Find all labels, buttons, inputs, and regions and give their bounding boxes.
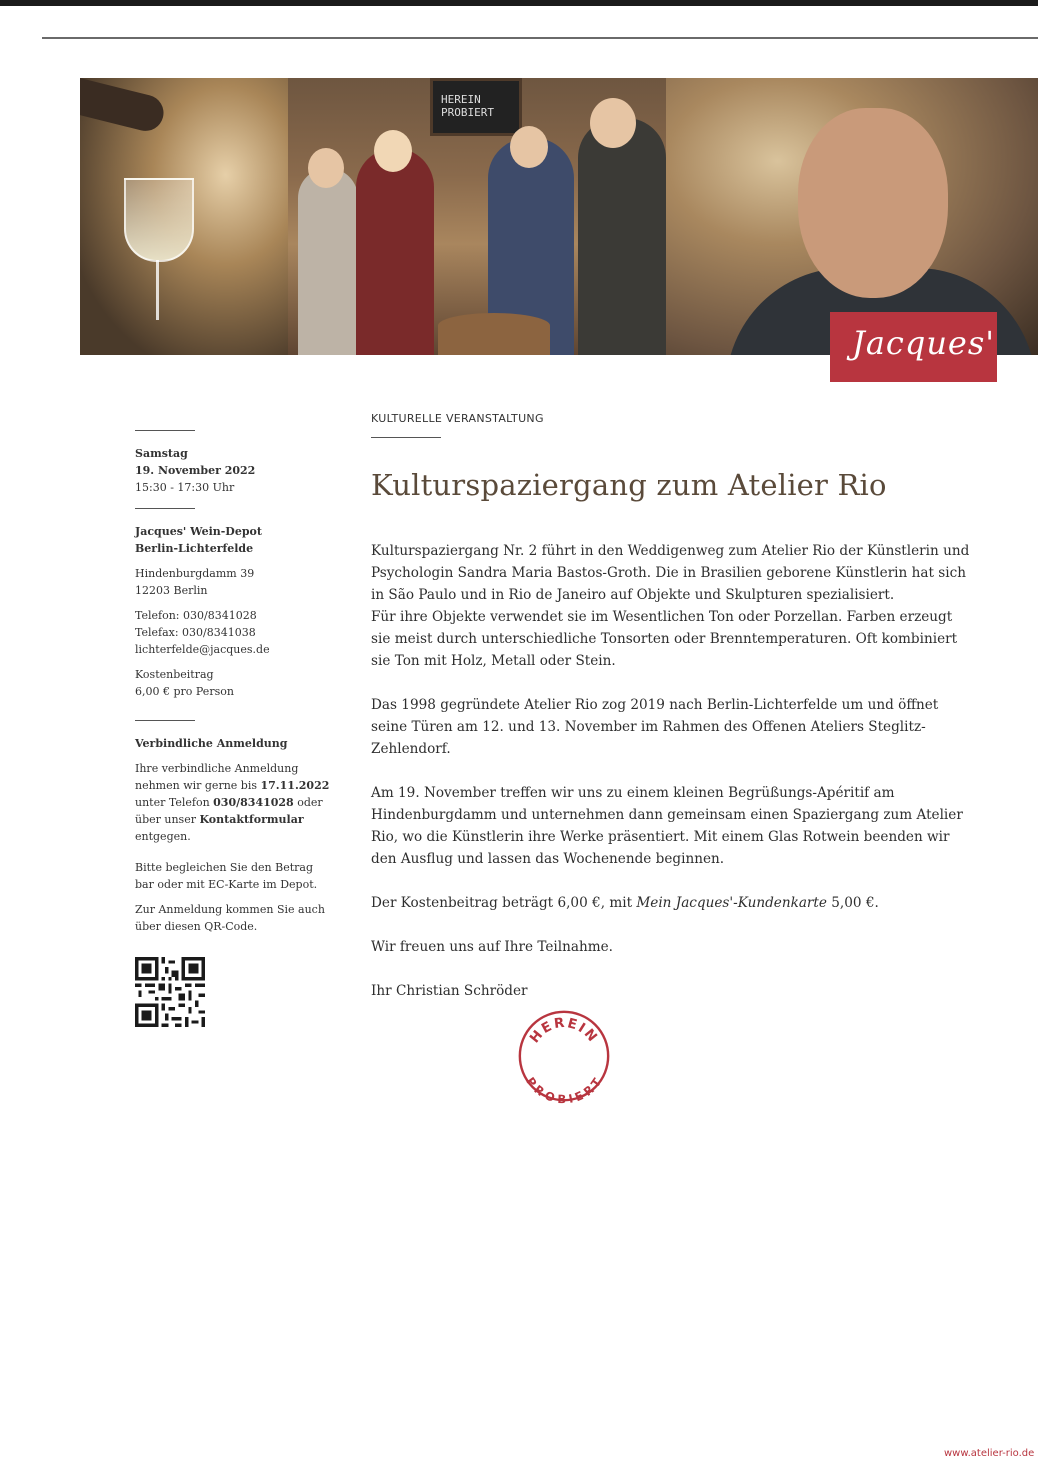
man-head — [798, 108, 948, 298]
paragraph-fee — [371, 892, 971, 914]
paragraph-program: Am 19. November treffen wir uns zu einem kleinen Begrüßungs-Apéritif am Hindenburgdamm und unternehmen dann gemeinsam einen Spaziergang zum Atelier Rio, wo die Künstlerin ihre Werke präsentiert. Mit einem Glas Rotwein beenden wir den Ausflug und lassen das Wochenende beginnen. — [371, 785, 963, 867]
signature: Ihr Christian Schröder — [371, 983, 528, 999]
photo-wine-pour — [80, 78, 288, 355]
venue-fax: Telefax: 030/8341038 — [135, 626, 256, 639]
fee-label: Kostenbeitrag — [135, 668, 214, 681]
bottle-shape — [80, 78, 167, 135]
person-head — [510, 126, 548, 168]
event-day: Samstag — [135, 447, 188, 460]
person-head — [374, 130, 412, 172]
page-title: Kulturspaziergang zum Atelier Rio — [371, 468, 887, 502]
registration-phone: 030/8341028 — [213, 796, 294, 809]
venue-phone: Telefon: 030/8341028 — [135, 609, 257, 622]
venue-city: 12203 Berlin — [135, 584, 208, 597]
sidebar-rule — [135, 430, 195, 431]
herein-probiert-stamp-icon — [516, 1008, 612, 1104]
fee-text-b: 5,00 €. — [826, 895, 879, 911]
event-sidebar — [135, 430, 335, 1032]
venue-street: Hindenburgdamm 39 — [135, 567, 255, 580]
venue-address — [135, 565, 335, 599]
stamp-top-text: HEREIN — [527, 1015, 601, 1047]
fee-text-a: Der Kostenbeitrag beträgt 6,00 €, mit — [371, 895, 637, 911]
chalkboard-text: HEREIN PROBIERT — [441, 93, 494, 119]
wine-glass-stem — [156, 260, 159, 320]
registration-text-c: oder über unser — [135, 796, 323, 826]
venue-name-line1: Jacques' Wein-Depot — [135, 525, 262, 538]
registration-text-d: entgegen. — [135, 830, 191, 843]
event-date: 19. November 2022 — [135, 464, 256, 477]
fee-block — [135, 666, 335, 700]
venue-name — [135, 523, 335, 557]
venue-name-line2: Berlin-Lichterfelde — [135, 542, 254, 555]
category-rule — [371, 437, 441, 438]
person-head — [590, 98, 636, 148]
wine-barrel — [438, 313, 550, 355]
footer-url[interactable]: www.atelier-rio.de — [944, 1448, 1035, 1459]
event-time: 15:30 - 17:30 Uhr — [135, 481, 235, 494]
registration-text — [135, 760, 335, 845]
stamp-bottom-text: PROBIERT — [523, 1074, 605, 1104]
venue-contact — [135, 607, 335, 658]
person-shape — [578, 118, 666, 355]
registration-text-a: Ihre verbindliche Anmeldung nehmen wir gerne bis — [135, 762, 299, 792]
paragraph-intro: Kulturspaziergang Nr. 2 führt in den Weddigenweg zum Atelier Rio der Künstlerin und Psychologin Sandra Maria Bastos-Groth. Die in Brasilien geborene Künstlerin hat sich in São Paulo und in Rio de Janeiro auf Objekte und Skulpturen spezialisiert. — [371, 543, 970, 603]
chalkboard — [430, 78, 522, 136]
contact-form-link[interactable]: Kontaktformular — [199, 813, 304, 826]
article-body — [371, 540, 971, 1002]
payment-note: Bitte begleichen Sie den Betrag bar oder mit EC-Karte im Depot. — [135, 861, 318, 891]
paragraph-materials: Für ihre Objekte verwendet sie im Wesentlichen Ton oder Porzellan. Farben erzeugt sie meist durch unterschiedliche Tonsorten oder Brenntemperaturen. Oft kombiniert sie Ton mit Holz, Metall oder Stein. — [371, 609, 958, 669]
registration-text-b: unter Telefon — [135, 796, 214, 809]
sidebar-rule — [135, 508, 195, 509]
customer-card-name: Mein Jacques'-Kundenkarte — [636, 895, 827, 911]
event-date-block — [135, 445, 335, 496]
qr-code-icon[interactable] — [135, 957, 205, 1027]
registration-title: Verbindliche Anmeldung — [135, 737, 288, 750]
logo-text: Jacques' — [852, 324, 996, 362]
qr-note: Zur Anmeldung kommen Sie auch über diesen QR-Code. — [135, 903, 325, 933]
svg-text:PROBIERT — [523, 1074, 604, 1104]
wine-glass-shape — [124, 178, 194, 262]
event-category: KULTURELLE VERANSTALTUNG — [371, 412, 544, 425]
paragraph-closing: Wir freuen uns auf Ihre Teilnahme. — [371, 939, 613, 955]
scan-edge — [0, 0, 1038, 6]
paragraph-history: Das 1998 gegründete Atelier Rio zog 2019 nach Berlin-Lichterfelde um und öffnet seine Türen am 12. und 13. November im Rahmen des Offenen Ateliers Steglitz-Zehlendorf. — [371, 697, 939, 757]
top-rule — [42, 37, 1038, 39]
venue-email[interactable]: lichterfelde@jacques.de — [135, 643, 270, 656]
fee-value: 6,00 € pro Person — [135, 685, 234, 698]
person-head — [308, 148, 344, 188]
sidebar-rule — [135, 720, 195, 721]
jacques-logo — [830, 312, 997, 382]
event-article — [371, 412, 971, 1024]
registration-deadline: 17.11.2022 — [260, 779, 330, 792]
person-shape — [298, 168, 358, 355]
photo-wine-tasting — [288, 78, 666, 355]
person-shape — [356, 148, 434, 355]
